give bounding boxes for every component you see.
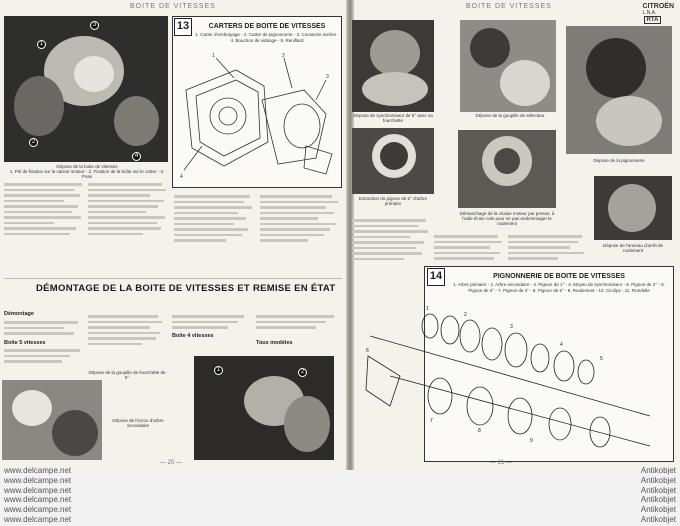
brand-model: L.N.A. xyxy=(642,10,657,16)
left-lower-col-1b xyxy=(4,346,84,366)
svg-text:2: 2 xyxy=(282,53,285,59)
gearbox-casing-exploded-diagram xyxy=(176,50,340,184)
left-folio: — 20 — xyxy=(160,460,183,466)
photo-bearing-ring xyxy=(594,176,672,240)
svg-text:9: 9 xyxy=(530,438,533,444)
right-running-head: BOITE DE VITESSES xyxy=(466,3,552,10)
left-text-col-4 xyxy=(260,192,340,245)
rta-brand xyxy=(643,3,675,24)
watermark-right-line: Antikobjet xyxy=(640,505,676,515)
left-running-head: BOITE DE VITESSES xyxy=(130,3,216,10)
watermark-left-line: www.delcampe.net xyxy=(4,475,72,485)
svg-text:4: 4 xyxy=(180,174,183,180)
watermark-right-line: Antikobjet xyxy=(640,485,676,495)
left-lower-col-3 xyxy=(172,312,250,332)
right-folio: — 21 — xyxy=(490,460,513,466)
section-main-title: DÉMONTAGE DE LA BOITE DE VITESSES ET REMISE EN ÉTAT xyxy=(36,283,336,294)
section-13-number: 13 xyxy=(174,18,192,36)
section-14-legend: 1. Arbre primaire - 2. Arbre secondaire - 3. Pignon de 1° - 4. Moyeu de synchroniseur - 5. Pignon de 2° - 6. Pignon de 3° - 7. Pignon de 4° - 8. Pignon de 5° - 9. Roulement - 10. Circlips - 11. Rondelle xyxy=(453,282,665,293)
caption-arbre: Dépose de l'écrou d'arbre secondaire xyxy=(112,418,164,428)
svg-text:7: 7 xyxy=(430,418,433,424)
svg-text:4: 4 xyxy=(560,342,563,348)
section-14-title: PIGNONNERIE DE BOITE DE VITESSES xyxy=(493,273,625,280)
watermark-left-line: www.delcampe.net xyxy=(4,505,72,515)
brand-box: RTA xyxy=(644,16,662,24)
right-text-col-2 xyxy=(434,232,504,263)
left-lower-col-2 xyxy=(88,312,164,348)
svg-text:2: 2 xyxy=(464,312,467,318)
photo-synchro-removal xyxy=(352,20,434,112)
caption-demanche: Démanchage de la chaise moteur par presse, à l'aide d'une cale pour ne pas endommager le roulement xyxy=(459,211,555,226)
watermark-right-line: Antikobjet xyxy=(640,475,676,485)
gearbox-removal-photo xyxy=(4,16,168,162)
photo-press-demounting xyxy=(458,130,556,208)
caption-pignonnerie: Dépose de la pignonnerie xyxy=(593,158,645,163)
boite-4-heading: Boite 4 vitesses xyxy=(172,333,214,339)
left-lower-col-4 xyxy=(256,312,340,332)
caption-synchro: Dépose de synchroniseur de 5° avec sa fourchette xyxy=(353,113,433,123)
watermark-left-line: www.delcampe.net xyxy=(4,495,72,505)
callout-4: 4 xyxy=(132,152,141,161)
watermark-left-line: www.delcampe.net xyxy=(4,514,72,524)
photo-selector-pin xyxy=(460,20,556,112)
left-text-col-3 xyxy=(174,192,254,245)
svg-text:6: 6 xyxy=(366,348,369,354)
caption-anneau: Dépose de l'anneau d'arrêt de roulement xyxy=(602,243,663,253)
watermark-right-line: Antikobjet xyxy=(640,495,676,505)
brand-name: CITROËN xyxy=(642,3,674,10)
svg-text:3: 3 xyxy=(510,324,513,330)
watermark-right xyxy=(641,466,676,525)
watermark-left xyxy=(4,466,71,525)
gear-train-exploded-diagram xyxy=(360,306,672,460)
callout-photo-2: 2 xyxy=(298,368,307,377)
photo-caption: Dépose de la boite de vitesses 1. Pié de fixation sur la caisse moteur - 2. Fixation de la boîte sur le carter - 3. Pose xyxy=(9,164,165,179)
tous-modeles-heading: Tous modèles xyxy=(256,340,293,346)
svg-text:8: 8 xyxy=(478,428,481,434)
demontage-heading: Démontage xyxy=(4,311,34,317)
photo-5th-gear-extraction xyxy=(352,128,434,194)
watermark-left-line: www.delcampe.net xyxy=(4,466,72,475)
left-text-col-1 xyxy=(4,180,84,238)
photo-shaft-nut-removal xyxy=(194,356,334,460)
watermark-left-line: www.delcampe.net xyxy=(4,485,72,495)
section-14-number: 14 xyxy=(427,268,445,286)
watermark-right-line: Antikobjet xyxy=(640,466,676,475)
caption-goupille: Dépose de la goupille de sélecteur xyxy=(475,113,545,118)
svg-text:3: 3 xyxy=(326,74,329,80)
callout-1: 1 xyxy=(37,40,46,49)
callout-3: 3 xyxy=(90,21,99,30)
section-13-title: CARTERS DE BOITE DE VITESSES xyxy=(208,23,326,30)
watermark-right-line: Antikobjet xyxy=(640,514,676,524)
svg-text:1: 1 xyxy=(426,306,429,312)
left-lower-col-1 xyxy=(4,318,84,338)
callout-photo-1: 1 xyxy=(214,366,223,375)
svg-text:1: 1 xyxy=(212,53,215,59)
left-text-col-2 xyxy=(88,180,168,238)
svg-text:5: 5 xyxy=(600,356,603,362)
caption-fourchette: Dépose de la goupille de fourchette de 5° xyxy=(88,370,166,380)
photo-gear-train-removal xyxy=(566,26,672,154)
photo-fork-pin-removal xyxy=(2,380,102,460)
title-rule xyxy=(4,278,342,279)
right-text-col-1 xyxy=(352,216,432,263)
right-text-col-3 xyxy=(508,232,588,263)
caption-pignon: Extraction du pignon de 5° d'arbre primaire xyxy=(359,196,427,206)
callout-2: 2 xyxy=(29,138,38,147)
section-13-legend: 1. Carter d'embrayage - 2. Carter de pignonnerie - 3. Couvercle arrière - 4. Bouchon de vidange - 5. Reniflard xyxy=(195,32,339,43)
boite-5-heading: Boite 5 vitesses xyxy=(4,340,46,346)
